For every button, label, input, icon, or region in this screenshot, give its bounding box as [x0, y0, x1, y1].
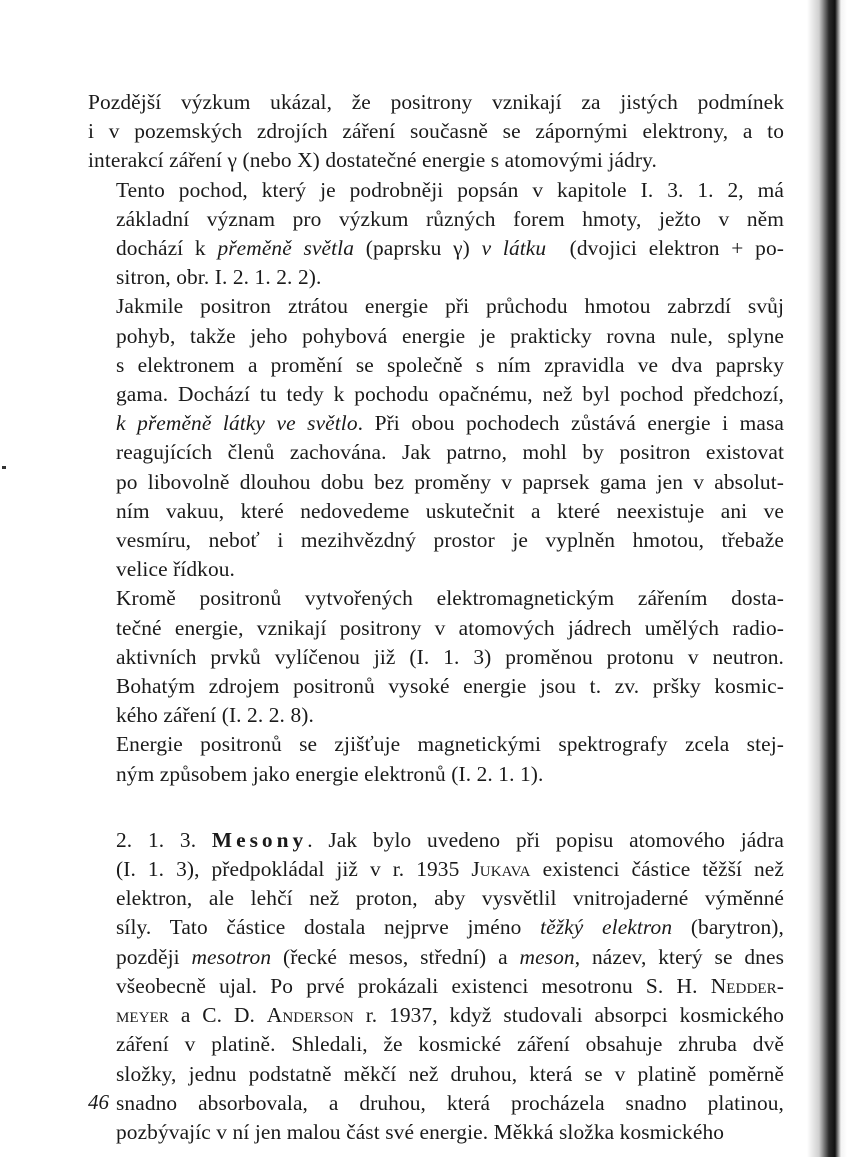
- text-fragment: Jak bylo uvedeno při popisu atomového jádra: [328, 827, 785, 852]
- text-fragment: (paprsku γ): [354, 236, 482, 261]
- text-fragment: a C. D.: [169, 1003, 267, 1028]
- section-heading-line: [88, 826, 784, 855]
- paragraph-5: [88, 730, 784, 788]
- author-name: meyer: [116, 1003, 169, 1028]
- text-line-with-italics: [88, 409, 784, 438]
- text-line: aktivních prvků vylíčenou již (I. 1. 3) proměnou protonu v neutron.: [116, 644, 784, 669]
- text-line-with-smallcaps: [88, 1001, 784, 1030]
- text-line: i v pozemských zdrojích záření současně se zápornými elektrony, a to: [88, 119, 784, 144]
- italic-phrase: k přeměně látky ve světlo: [116, 411, 358, 436]
- text-line-with-italics: [88, 943, 784, 972]
- body-text: [88, 88, 784, 1147]
- text-line: snadno absorbovala, a druhou, která procházela snadno platinou,: [116, 1090, 784, 1115]
- author-name: Anderson: [266, 1003, 354, 1028]
- scan-speck: [2, 466, 6, 469]
- text-line: Kromě positronů vytvořených elektromagnetickým zářením dosta-: [116, 586, 784, 611]
- text-fragment: (řecké mesos, střední) a: [271, 944, 520, 969]
- text-line: záření v platině. Shledali, že kosmické záření obsahuje zhruba dvě: [116, 1032, 784, 1057]
- text-line-with-smallcaps: [88, 855, 784, 884]
- text-line: interakcí záření γ (nebo X) dostatečné energie s atomovými jádry.: [88, 148, 657, 173]
- text-fragment: , název, který se dnes: [574, 944, 784, 969]
- text-line-with-smallcaps: [88, 972, 784, 1001]
- text-fragment: (I. 1. 3), předpokládal již v r. 1935: [116, 857, 472, 882]
- text-line: po libovolně dlouhou dobu bez proměny v paprsek gama jen v absolut-: [116, 469, 784, 494]
- section-mesons: [88, 826, 784, 1147]
- section-spacer: [88, 789, 784, 826]
- text-line: ným způsobem jako energie elektronů (I. 2. 1. 1).: [116, 761, 544, 786]
- page-number: 46: [88, 1090, 109, 1114]
- text-fragment: . Při obou pochodech zůstává energie i masa: [357, 411, 785, 436]
- text-line: složky, jednu podstatně měkčí než druhou, která se v platině poměrně: [116, 1061, 784, 1086]
- paragraph-3: [88, 292, 784, 584]
- text-line: pohyb, takže jeho pohybová energie je prakticky rovna nule, splyne: [116, 323, 784, 348]
- text-line: tečné energie, vznikají positrony v atomových jádrech umělých radio-: [116, 615, 784, 640]
- text-fragment: .: [307, 827, 329, 852]
- italic-phrase: meson: [519, 944, 575, 969]
- italic-phrase: mesotron: [191, 944, 272, 969]
- text-line: Bohatým zdrojem positronů vysoké energie jsou t. zv. pršky kosmic-: [116, 674, 784, 699]
- text-fragment: (dvojici elektron + po-: [546, 236, 784, 261]
- section-title: Mesony: [211, 827, 308, 852]
- text-line: ním vakuu, které nedovedeme uskutečnit a které neexistuje ani ve: [116, 498, 784, 523]
- text-line-with-italics: [88, 913, 784, 942]
- text-fragment: (barytron),: [672, 915, 784, 940]
- text-fragment: existenci částice těžší než: [530, 857, 784, 882]
- text-line: kého záření (I. 2. 2. 8).: [116, 703, 314, 728]
- italic-phrase: těžký elektron: [540, 915, 673, 940]
- text-fragment: síly. Tato částice dostala nejprve jméno: [116, 915, 541, 940]
- italic-phrase: přeměně světla: [217, 236, 355, 261]
- binding-shadow: [807, 0, 847, 1157]
- text-line: pozbývajíc v ní jen malou část své energie. Měkká složka kosmického: [116, 1119, 725, 1144]
- text-line: sitron, obr. I. 2. 1. 2. 2).: [116, 265, 322, 290]
- text-line: Jakmile positron ztrátou energie při průchodu hmotou zabrzdí svůj: [116, 294, 784, 319]
- text-line: základní význam pro výzkum různých forem hmoty, ježto v něm: [116, 206, 784, 231]
- paragraph-4: [88, 584, 784, 730]
- text-line: gama. Dochází tu tedy k pochodu opačnému, než byl pochod předchozí,: [116, 382, 784, 407]
- paragraph-2: [88, 176, 784, 293]
- text-line: Tento pochod, který je podrobněji popsán v kapitole I. 3. 1. 2, má: [116, 177, 784, 202]
- text-line: s elektronem a promění se společně s ním zpravidla ve dva paprsky: [116, 352, 784, 377]
- author-name: Nedder-: [710, 973, 784, 998]
- text-line: vesmíru, neboť i mezihvězdný prostor je vyplněn hmotou, třebaže: [116, 528, 784, 553]
- text-line: velice řídkou.: [116, 557, 236, 582]
- text-fragment: později: [116, 944, 192, 969]
- text-fragment: dochází k: [116, 236, 218, 261]
- author-name: Jukava: [471, 857, 531, 882]
- text-fragment: r. 1937, když studovali absorpci kosmického: [353, 1003, 784, 1028]
- text-line: reagujících členů zachována. Jak patrno, mohl by positron existovat: [116, 440, 784, 465]
- text-fragment: všeobecně ujal. Po prvé prokázali existenci mesotronu S. H.: [116, 973, 711, 998]
- text-line: Pozdější výzkum ukázal, že positrony vznikají za jistých podmínek: [88, 90, 784, 114]
- text-line: elektron, ale lehčí než proton, aby vysvětlil vnitrojaderné výměnné: [116, 886, 784, 911]
- section-number: 2. 1. 3.: [116, 827, 197, 852]
- italic-phrase: v látku: [481, 236, 547, 261]
- paragraph-1: [88, 88, 784, 176]
- text-line: Energie positronů se zjišťuje magnetickými spektrografy zcela stej-: [116, 732, 784, 757]
- text-line-with-italics: [88, 234, 784, 263]
